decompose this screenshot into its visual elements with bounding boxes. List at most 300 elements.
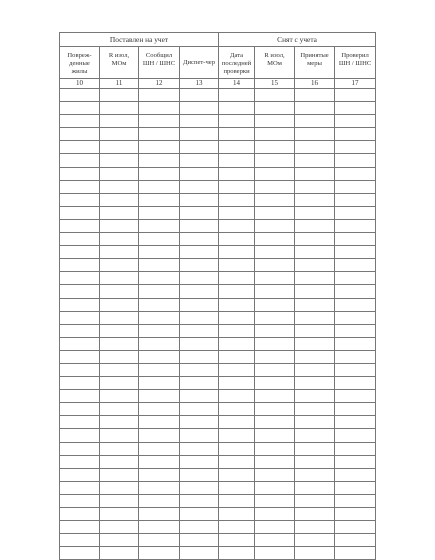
table-cell[interactable] bbox=[335, 363, 376, 376]
table-cell[interactable] bbox=[100, 246, 139, 259]
table-cell[interactable] bbox=[255, 193, 295, 206]
table-cell[interactable] bbox=[219, 363, 255, 376]
table-cell[interactable] bbox=[139, 311, 180, 324]
table-cell[interactable] bbox=[295, 416, 335, 429]
table-cell[interactable] bbox=[295, 128, 335, 141]
table-cell[interactable] bbox=[335, 403, 376, 416]
table-cell[interactable] bbox=[295, 337, 335, 350]
table-cell[interactable] bbox=[335, 246, 376, 259]
table-cell[interactable] bbox=[255, 403, 295, 416]
table-cell[interactable] bbox=[335, 547, 376, 560]
table-cell[interactable] bbox=[60, 259, 100, 272]
table-cell[interactable] bbox=[219, 337, 255, 350]
table-cell[interactable] bbox=[255, 363, 295, 376]
table-cell[interactable] bbox=[255, 272, 295, 285]
table-cell[interactable] bbox=[139, 416, 180, 429]
table-cell[interactable] bbox=[295, 481, 335, 494]
table-cell[interactable] bbox=[255, 259, 295, 272]
table-cell[interactable] bbox=[60, 494, 100, 507]
table-cell[interactable] bbox=[180, 206, 219, 219]
table-cell[interactable] bbox=[255, 89, 295, 102]
table-cell[interactable] bbox=[60, 390, 100, 403]
table-cell[interactable] bbox=[60, 337, 100, 350]
table-cell[interactable] bbox=[180, 403, 219, 416]
table-cell[interactable] bbox=[255, 128, 295, 141]
table-cell[interactable] bbox=[219, 521, 255, 534]
table-cell[interactable] bbox=[180, 324, 219, 337]
table-cell[interactable] bbox=[335, 167, 376, 180]
column-number: 15 bbox=[255, 79, 295, 89]
table-cell[interactable] bbox=[295, 324, 335, 337]
table-cell[interactable] bbox=[335, 180, 376, 193]
table-cell[interactable] bbox=[295, 377, 335, 390]
table-cell[interactable] bbox=[100, 390, 139, 403]
table-cell[interactable] bbox=[255, 468, 295, 481]
table-cell[interactable] bbox=[100, 89, 139, 102]
table-cell[interactable] bbox=[100, 272, 139, 285]
table-cell[interactable] bbox=[219, 508, 255, 521]
table-cell[interactable] bbox=[180, 534, 219, 547]
table-cell[interactable] bbox=[180, 193, 219, 206]
table-cell[interactable] bbox=[139, 272, 180, 285]
table-cell[interactable] bbox=[100, 154, 139, 167]
table-cell[interactable] bbox=[219, 403, 255, 416]
table-cell[interactable] bbox=[180, 377, 219, 390]
table-cell[interactable] bbox=[100, 468, 139, 481]
table-cell[interactable] bbox=[219, 298, 255, 311]
table-cell[interactable] bbox=[295, 233, 335, 246]
table-cell[interactable] bbox=[219, 141, 255, 154]
table-cell[interactable] bbox=[295, 167, 335, 180]
table-cell[interactable] bbox=[180, 521, 219, 534]
table-cell[interactable] bbox=[180, 141, 219, 154]
table-cell[interactable] bbox=[295, 311, 335, 324]
table-cell[interactable] bbox=[60, 468, 100, 481]
table-cell[interactable] bbox=[255, 206, 295, 219]
table-cell[interactable] bbox=[60, 455, 100, 468]
table-cell[interactable] bbox=[219, 534, 255, 547]
table-cell[interactable] bbox=[139, 377, 180, 390]
table-cell[interactable] bbox=[139, 141, 180, 154]
table-cell[interactable] bbox=[335, 350, 376, 363]
table-cell[interactable] bbox=[60, 128, 100, 141]
table-cell[interactable] bbox=[100, 285, 139, 298]
table-cell[interactable] bbox=[219, 481, 255, 494]
table-cell[interactable] bbox=[295, 154, 335, 167]
table-cell[interactable] bbox=[100, 521, 139, 534]
table-cell[interactable] bbox=[60, 233, 100, 246]
table-cell[interactable] bbox=[60, 547, 100, 560]
table-cell[interactable] bbox=[335, 311, 376, 324]
table-cell[interactable] bbox=[255, 233, 295, 246]
table-cell[interactable] bbox=[255, 508, 295, 521]
table-row bbox=[60, 324, 376, 337]
table-cell[interactable] bbox=[255, 298, 295, 311]
table-cell[interactable] bbox=[100, 219, 139, 232]
table-cell[interactable] bbox=[335, 468, 376, 481]
table-cell[interactable] bbox=[335, 298, 376, 311]
table-cell[interactable] bbox=[60, 429, 100, 442]
table-cell[interactable] bbox=[139, 89, 180, 102]
table-cell[interactable] bbox=[335, 494, 376, 507]
table-cell[interactable] bbox=[335, 521, 376, 534]
table-cell[interactable] bbox=[180, 154, 219, 167]
table-cell[interactable] bbox=[60, 350, 100, 363]
table-cell[interactable] bbox=[100, 429, 139, 442]
table-cell[interactable] bbox=[219, 259, 255, 272]
table-cell[interactable] bbox=[255, 442, 295, 455]
table-cell[interactable] bbox=[255, 521, 295, 534]
table-cell[interactable] bbox=[219, 429, 255, 442]
table-cell[interactable] bbox=[139, 324, 180, 337]
table-cell[interactable] bbox=[295, 246, 335, 259]
table-cell[interactable] bbox=[295, 363, 335, 376]
table-cell[interactable] bbox=[335, 128, 376, 141]
table-cell[interactable] bbox=[60, 89, 100, 102]
table-cell[interactable] bbox=[295, 115, 335, 128]
table-cell[interactable] bbox=[219, 547, 255, 560]
table-cell[interactable] bbox=[100, 180, 139, 193]
table-cell[interactable] bbox=[139, 494, 180, 507]
table-cell[interactable] bbox=[255, 534, 295, 547]
table-cell[interactable] bbox=[335, 102, 376, 115]
table-cell[interactable] bbox=[255, 167, 295, 180]
table-cell[interactable] bbox=[255, 455, 295, 468]
table-cell[interactable] bbox=[139, 442, 180, 455]
table-cell[interactable] bbox=[255, 141, 295, 154]
table-cell[interactable] bbox=[100, 481, 139, 494]
table-cell[interactable] bbox=[219, 180, 255, 193]
table-cell[interactable] bbox=[180, 390, 219, 403]
table-cell[interactable] bbox=[60, 285, 100, 298]
table-cell[interactable] bbox=[219, 416, 255, 429]
table-cell[interactable] bbox=[100, 324, 139, 337]
table-cell[interactable] bbox=[100, 193, 139, 206]
table-cell[interactable] bbox=[295, 89, 335, 102]
table-cell[interactable] bbox=[295, 193, 335, 206]
table-cell[interactable] bbox=[335, 416, 376, 429]
table-cell[interactable] bbox=[60, 115, 100, 128]
table-cell[interactable] bbox=[180, 167, 219, 180]
table-cell[interactable] bbox=[100, 128, 139, 141]
table-cell[interactable] bbox=[255, 115, 295, 128]
table-cell[interactable] bbox=[139, 350, 180, 363]
table-cell[interactable] bbox=[219, 219, 255, 232]
table-cell[interactable] bbox=[180, 416, 219, 429]
table-cell[interactable] bbox=[335, 154, 376, 167]
table-cell[interactable] bbox=[335, 285, 376, 298]
table-cell[interactable] bbox=[335, 534, 376, 547]
table-cell[interactable] bbox=[255, 481, 295, 494]
table-cell[interactable] bbox=[139, 390, 180, 403]
table-cell[interactable] bbox=[180, 259, 219, 272]
table-cell[interactable] bbox=[180, 442, 219, 455]
table-cell[interactable] bbox=[60, 311, 100, 324]
table-cell[interactable] bbox=[180, 115, 219, 128]
table-cell[interactable] bbox=[219, 324, 255, 337]
table-cell[interactable] bbox=[180, 337, 219, 350]
table-cell[interactable] bbox=[219, 350, 255, 363]
column-header-measures-taken: Принятые меры bbox=[295, 47, 335, 79]
table-cell[interactable] bbox=[255, 494, 295, 507]
table-cell[interactable] bbox=[100, 206, 139, 219]
table-cell[interactable] bbox=[295, 442, 335, 455]
table-cell[interactable] bbox=[100, 337, 139, 350]
table-cell[interactable] bbox=[100, 311, 139, 324]
table-cell[interactable] bbox=[180, 102, 219, 115]
table-cell[interactable] bbox=[60, 206, 100, 219]
table-cell[interactable] bbox=[139, 115, 180, 128]
table-cell[interactable] bbox=[335, 508, 376, 521]
table-cell[interactable] bbox=[219, 233, 255, 246]
table-cell[interactable] bbox=[139, 429, 180, 442]
table-cell[interactable] bbox=[139, 219, 180, 232]
table-cell[interactable] bbox=[100, 508, 139, 521]
table-cell[interactable] bbox=[60, 403, 100, 416]
table-cell[interactable] bbox=[295, 141, 335, 154]
table-cell[interactable] bbox=[255, 246, 295, 259]
table-cell[interactable] bbox=[180, 272, 219, 285]
table-cell[interactable] bbox=[100, 115, 139, 128]
table-cell[interactable] bbox=[139, 154, 180, 167]
table-row bbox=[60, 481, 376, 494]
table-cell[interactable] bbox=[180, 481, 219, 494]
table-cell[interactable] bbox=[295, 272, 335, 285]
table-cell[interactable] bbox=[219, 89, 255, 102]
table-cell[interactable] bbox=[255, 219, 295, 232]
table-cell[interactable] bbox=[100, 494, 139, 507]
table-row bbox=[60, 494, 376, 507]
table-cell[interactable] bbox=[60, 272, 100, 285]
table-cell[interactable] bbox=[100, 350, 139, 363]
table-cell[interactable] bbox=[60, 219, 100, 232]
table-cell[interactable] bbox=[100, 141, 139, 154]
table-cell[interactable] bbox=[219, 377, 255, 390]
column-header-insulation-resistance-removed: R изол, МОм bbox=[255, 47, 295, 79]
table-cell[interactable] bbox=[219, 206, 255, 219]
table-cell[interactable] bbox=[60, 442, 100, 455]
table-cell[interactable] bbox=[219, 128, 255, 141]
table-cell[interactable] bbox=[335, 259, 376, 272]
table-cell[interactable] bbox=[335, 455, 376, 468]
table-cell[interactable] bbox=[219, 115, 255, 128]
table-cell[interactable] bbox=[60, 193, 100, 206]
table-cell[interactable] bbox=[139, 102, 180, 115]
table-cell[interactable] bbox=[255, 285, 295, 298]
table-cell[interactable] bbox=[255, 390, 295, 403]
table-cell[interactable] bbox=[219, 455, 255, 468]
table-cell[interactable] bbox=[180, 128, 219, 141]
table-cell[interactable] bbox=[100, 416, 139, 429]
table-cell[interactable] bbox=[255, 154, 295, 167]
table-cell[interactable] bbox=[335, 337, 376, 350]
table-cell[interactable] bbox=[100, 377, 139, 390]
table-cell[interactable] bbox=[255, 324, 295, 337]
table-cell[interactable] bbox=[295, 259, 335, 272]
table-cell[interactable] bbox=[295, 455, 335, 468]
table-cell[interactable] bbox=[100, 102, 139, 115]
table-cell[interactable] bbox=[139, 259, 180, 272]
table-cell[interactable] bbox=[295, 508, 335, 521]
table-cell[interactable] bbox=[180, 429, 219, 442]
table-row bbox=[60, 246, 376, 259]
table-cell[interactable] bbox=[335, 429, 376, 442]
table-cell[interactable] bbox=[100, 442, 139, 455]
table-cell[interactable] bbox=[139, 285, 180, 298]
table-cell[interactable] bbox=[219, 285, 255, 298]
table-cell[interactable] bbox=[60, 246, 100, 259]
table-cell[interactable] bbox=[295, 468, 335, 481]
table-cell[interactable] bbox=[255, 416, 295, 429]
table-cell[interactable] bbox=[219, 311, 255, 324]
group-header-registered: Поставлен на учет bbox=[60, 33, 219, 47]
table-cell[interactable] bbox=[180, 363, 219, 376]
table-cell[interactable] bbox=[139, 363, 180, 376]
table-cell[interactable] bbox=[219, 272, 255, 285]
table-cell[interactable] bbox=[100, 363, 139, 376]
table-cell[interactable] bbox=[60, 167, 100, 180]
table-cell[interactable] bbox=[139, 455, 180, 468]
table-cell[interactable] bbox=[139, 246, 180, 259]
table-cell[interactable] bbox=[100, 259, 139, 272]
table-cell[interactable] bbox=[295, 547, 335, 560]
table-cell[interactable] bbox=[180, 468, 219, 481]
table-cell[interactable] bbox=[295, 285, 335, 298]
table-cell[interactable] bbox=[60, 508, 100, 521]
table-cell[interactable] bbox=[139, 547, 180, 560]
table-cell[interactable] bbox=[219, 390, 255, 403]
table-cell[interactable] bbox=[139, 508, 180, 521]
table-cell[interactable] bbox=[180, 311, 219, 324]
table-cell[interactable] bbox=[335, 219, 376, 232]
table-cell[interactable] bbox=[100, 298, 139, 311]
table-cell[interactable] bbox=[335, 233, 376, 246]
table-cell[interactable] bbox=[295, 180, 335, 193]
table-cell[interactable] bbox=[180, 233, 219, 246]
table-cell[interactable] bbox=[255, 337, 295, 350]
table-cell[interactable] bbox=[180, 219, 219, 232]
table-cell[interactable] bbox=[335, 377, 376, 390]
table-cell[interactable] bbox=[139, 468, 180, 481]
table-cell[interactable] bbox=[100, 233, 139, 246]
table-cell[interactable] bbox=[139, 167, 180, 180]
table-cell[interactable] bbox=[139, 337, 180, 350]
table-cell[interactable] bbox=[100, 167, 139, 180]
table-cell[interactable] bbox=[180, 547, 219, 560]
table-cell[interactable] bbox=[139, 180, 180, 193]
table-cell[interactable] bbox=[295, 350, 335, 363]
table-cell[interactable] bbox=[100, 534, 139, 547]
table-cell[interactable] bbox=[335, 193, 376, 206]
table-cell[interactable] bbox=[335, 206, 376, 219]
table-row bbox=[60, 154, 376, 167]
table-cell[interactable] bbox=[60, 180, 100, 193]
table-cell[interactable] bbox=[255, 180, 295, 193]
table-cell[interactable] bbox=[100, 403, 139, 416]
table-cell[interactable] bbox=[139, 481, 180, 494]
table-cell[interactable] bbox=[335, 442, 376, 455]
table-cell[interactable] bbox=[295, 390, 335, 403]
table-cell[interactable] bbox=[180, 285, 219, 298]
table-cell[interactable] bbox=[295, 298, 335, 311]
table-cell[interactable] bbox=[100, 455, 139, 468]
table-cell[interactable] bbox=[60, 416, 100, 429]
table-cell[interactable] bbox=[139, 534, 180, 547]
table-cell[interactable] bbox=[60, 521, 100, 534]
column-number: 17 bbox=[335, 79, 376, 89]
table-cell[interactable] bbox=[180, 246, 219, 259]
table-cell[interactable] bbox=[219, 167, 255, 180]
table-cell[interactable] bbox=[255, 311, 295, 324]
table-cell[interactable] bbox=[219, 442, 255, 455]
table-cell[interactable] bbox=[180, 455, 219, 468]
table-cell[interactable] bbox=[255, 350, 295, 363]
table-cell[interactable] bbox=[295, 534, 335, 547]
table-cell[interactable] bbox=[60, 324, 100, 337]
table-cell[interactable] bbox=[295, 494, 335, 507]
table-cell[interactable] bbox=[139, 193, 180, 206]
table-cell[interactable] bbox=[139, 233, 180, 246]
table-cell[interactable] bbox=[219, 468, 255, 481]
table-cell[interactable] bbox=[219, 102, 255, 115]
table-cell[interactable] bbox=[60, 534, 100, 547]
table-cell[interactable] bbox=[139, 298, 180, 311]
table-cell[interactable] bbox=[139, 521, 180, 534]
table-cell[interactable] bbox=[335, 89, 376, 102]
table-cell[interactable] bbox=[60, 154, 100, 167]
table-cell[interactable] bbox=[295, 521, 335, 534]
table-cell[interactable] bbox=[255, 102, 295, 115]
table-cell[interactable] bbox=[60, 102, 100, 115]
table-cell[interactable] bbox=[180, 298, 219, 311]
table-cell[interactable] bbox=[100, 547, 139, 560]
table-cell[interactable] bbox=[219, 154, 255, 167]
table-cell[interactable] bbox=[139, 403, 180, 416]
table-cell[interactable] bbox=[335, 324, 376, 337]
table-cell[interactable] bbox=[180, 180, 219, 193]
table-cell[interactable] bbox=[295, 429, 335, 442]
table-cell[interactable] bbox=[139, 206, 180, 219]
table-cell[interactable] bbox=[60, 141, 100, 154]
table-cell[interactable] bbox=[180, 89, 219, 102]
table-cell[interactable] bbox=[60, 298, 100, 311]
table-cell[interactable] bbox=[295, 206, 335, 219]
table-cell[interactable] bbox=[295, 403, 335, 416]
table-cell[interactable] bbox=[335, 141, 376, 154]
table-cell[interactable] bbox=[335, 272, 376, 285]
table-cell[interactable] bbox=[219, 193, 255, 206]
table-cell[interactable] bbox=[335, 390, 376, 403]
table-cell[interactable] bbox=[295, 219, 335, 232]
table-cell[interactable] bbox=[255, 429, 295, 442]
table-cell[interactable] bbox=[139, 128, 180, 141]
table-row bbox=[60, 350, 376, 363]
table-cell[interactable] bbox=[60, 481, 100, 494]
table-cell[interactable] bbox=[219, 246, 255, 259]
table-cell[interactable] bbox=[60, 377, 100, 390]
table-cell[interactable] bbox=[295, 102, 335, 115]
table-cell[interactable] bbox=[335, 481, 376, 494]
table-row bbox=[60, 193, 376, 206]
table-cell[interactable] bbox=[180, 350, 219, 363]
table-cell[interactable] bbox=[255, 377, 295, 390]
table-cell[interactable] bbox=[180, 508, 219, 521]
table-cell[interactable] bbox=[335, 115, 376, 128]
table-cell[interactable] bbox=[255, 547, 295, 560]
table-cell[interactable] bbox=[180, 494, 219, 507]
table-cell[interactable] bbox=[219, 494, 255, 507]
table-cell[interactable] bbox=[60, 363, 100, 376]
